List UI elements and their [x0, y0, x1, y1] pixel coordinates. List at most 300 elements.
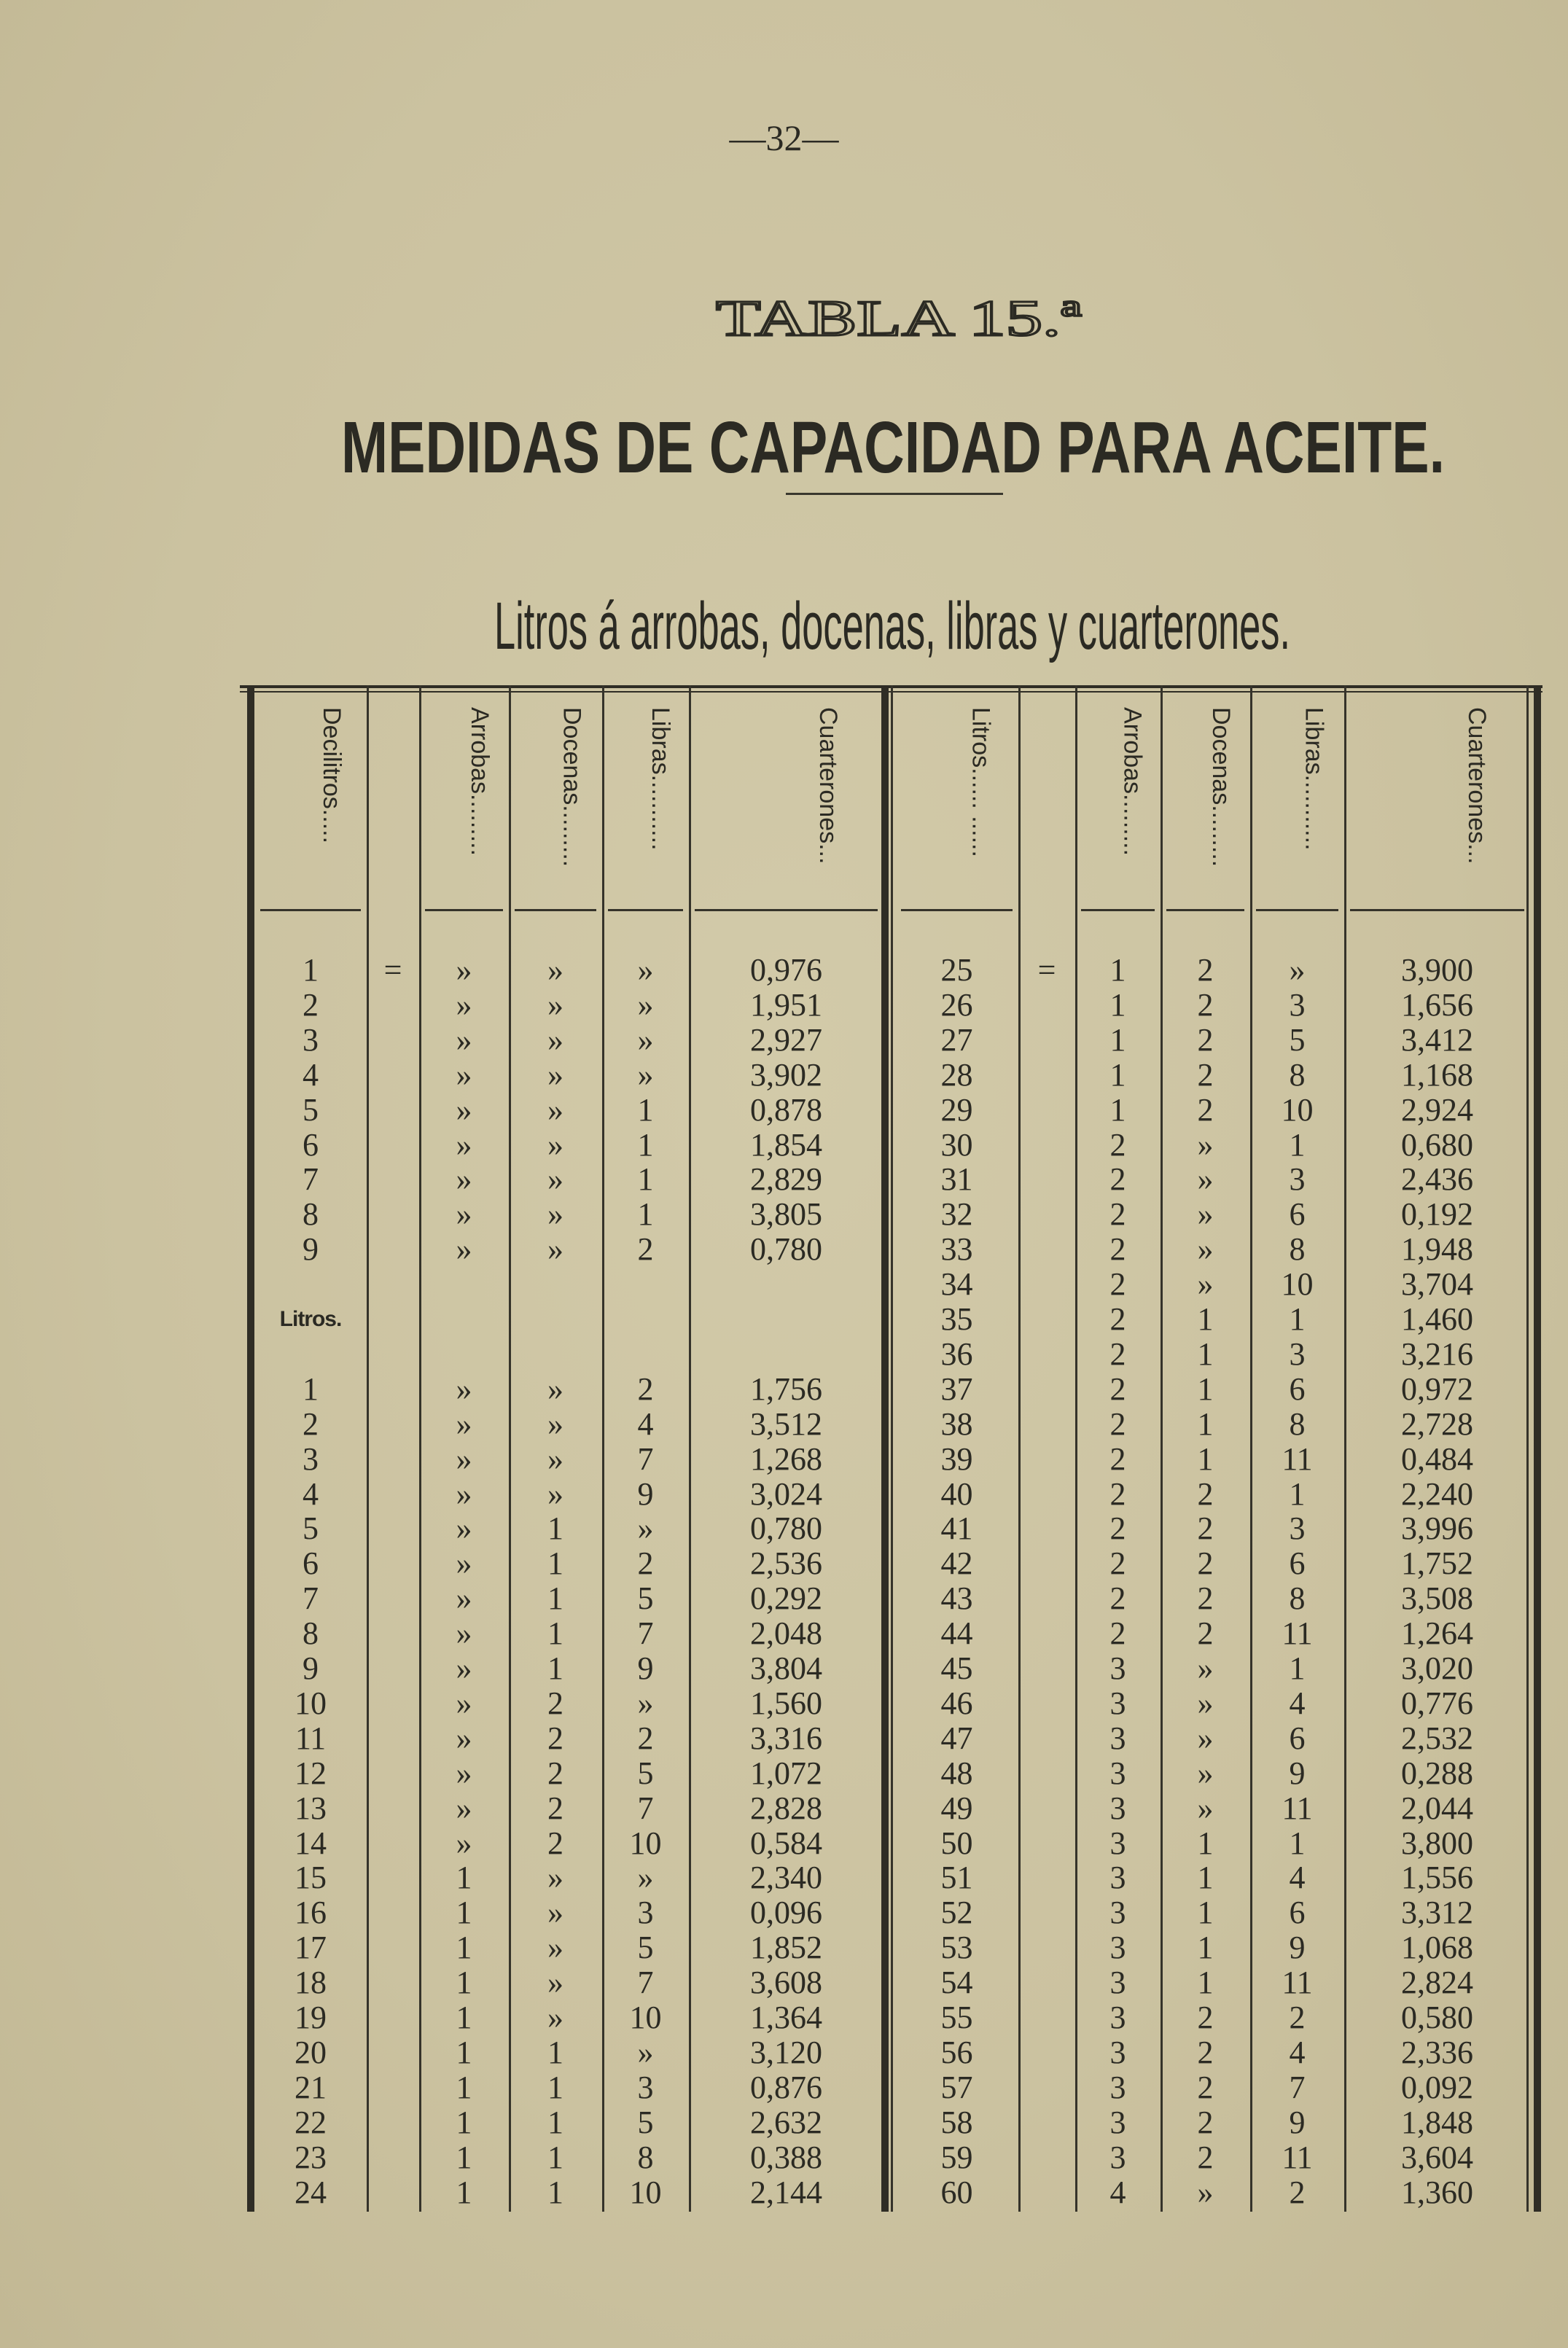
left-cell-quantity: 19 — [295, 2000, 327, 2035]
right-cell-libras: 9 — [1289, 2104, 1306, 2140]
equals-sign-left: = — [383, 952, 402, 988]
left-cell-cuarterones: 2,144 — [750, 2174, 822, 2210]
left-cell-cuarterones: 0,780 — [750, 1231, 822, 1268]
left-cell-cuarterones: 0,096 — [750, 1895, 822, 1931]
right-cell-libras: 4 — [1289, 2034, 1306, 2070]
left-cell-libras: 7 — [637, 1440, 654, 1477]
left-cell-cuarterones: 1,756 — [750, 1370, 822, 1407]
right-cell-arrobas: 3 — [1109, 1685, 1126, 1721]
right-cell-docenas: 2 — [1197, 986, 1214, 1023]
left-cell-quantity: 14 — [295, 1825, 327, 1861]
right-cell-docenas: 1 — [1197, 1440, 1214, 1477]
left-cell-cuarterones: 3,608 — [750, 1965, 822, 2001]
left-cell-arrobas: » — [456, 1510, 472, 1547]
right-cell-libras: 6 — [1289, 1720, 1306, 1756]
right-cell-quantity: 52 — [940, 1895, 973, 1931]
right-cell-cuarterones: 3,216 — [1401, 1335, 1473, 1372]
right-cell-docenas: 2 — [1197, 2139, 1214, 2175]
left-cell-arrobas: » — [456, 1196, 472, 1233]
right-cell-quantity: 51 — [940, 1860, 973, 1896]
right-cell-arrobas: 3 — [1109, 1965, 1126, 2001]
left-cell-libras: 4 — [637, 1405, 654, 1442]
left-cell-cuarterones: 3,120 — [750, 2034, 822, 2070]
left-cell-cuarterones: 1,854 — [750, 1126, 822, 1163]
left-cell-cuarterones: 3,024 — [750, 1475, 822, 1512]
left-cell-libras: 10 — [629, 2174, 662, 2210]
header-left-arrobas: Arrobas......... — [465, 707, 494, 857]
right-cell-docenas: 1 — [1197, 1965, 1214, 2001]
left-cell-cuarterones: 1,268 — [750, 1440, 822, 1477]
left-cell-quantity: 12 — [295, 1755, 327, 1791]
left-cell-docenas: » — [547, 986, 563, 1023]
left-cell-cuarterones: 0,780 — [750, 1510, 822, 1547]
right-cell-libras: 6 — [1289, 1895, 1306, 1931]
right-cell-arrobas: 2 — [1109, 1161, 1126, 1198]
right-cell-docenas: 1 — [1197, 1930, 1214, 1966]
right-cell-docenas: 2 — [1197, 2104, 1214, 2140]
right-cell-arrobas: 3 — [1109, 1825, 1126, 1861]
left-cell-quantity: 4 — [303, 1056, 319, 1093]
header-right-cuarterones: Cuarterones... — [1462, 707, 1491, 865]
left-cell-cuarterones: 3,316 — [750, 1720, 822, 1756]
right-cell-libras: 11 — [1282, 1965, 1313, 2001]
right-cell-libras: 3 — [1289, 986, 1306, 1023]
left-cell-quantity: 6 — [303, 1126, 319, 1163]
left-cell-libras: » — [637, 986, 654, 1023]
right-cell-libras: 6 — [1289, 1545, 1306, 1582]
right-cell-libras: » — [1289, 952, 1306, 988]
left-cell-cuarterones: 0,388 — [750, 2139, 822, 2175]
left-cell-arrobas: » — [456, 1091, 472, 1128]
left-cell-cuarterones: 1,560 — [750, 1685, 822, 1721]
left-cell-cuarterones: 1,364 — [750, 2000, 822, 2035]
right-cell-quantity: 44 — [940, 1615, 973, 1652]
right-cell-libras: 8 — [1289, 1580, 1306, 1617]
left-cell-docenas: » — [547, 2000, 563, 2035]
right-cell-quantity: 40 — [940, 1475, 973, 1512]
right-cell-quantity: 59 — [940, 2139, 973, 2175]
right-cell-docenas: 2 — [1197, 1580, 1214, 1617]
left-cell-docenas: 1 — [547, 1580, 563, 1617]
left-cell-cuarterones: 2,048 — [750, 1615, 822, 1652]
left-cell-quantity: 5 — [303, 1091, 319, 1128]
right-cell-arrobas: 4 — [1109, 2174, 1126, 2210]
right-cell-docenas: 1 — [1197, 1895, 1214, 1931]
left-cell-libras: 10 — [629, 2000, 662, 2035]
right-cell-docenas: » — [1197, 2174, 1214, 2210]
left-cell-arrobas: 1 — [456, 2174, 472, 2210]
left-cell-libras: 5 — [637, 1580, 654, 1617]
right-cell-arrobas: 2 — [1109, 1580, 1126, 1617]
right-cell-docenas: » — [1197, 1231, 1214, 1268]
left-cell-quantity: 13 — [295, 1790, 327, 1826]
left-cell-quantity: 8 — [303, 1615, 319, 1652]
left-cell-docenas: » — [547, 1965, 563, 2001]
left-cell-cuarterones: 0,878 — [750, 1091, 822, 1128]
left-cell-docenas: 1 — [547, 1650, 563, 1686]
right-cell-libras: 1 — [1289, 1650, 1306, 1686]
right-cell-cuarterones: 3,312 — [1401, 1895, 1473, 1931]
left-cell-docenas: » — [547, 1475, 563, 1512]
left-cell-libras: 8 — [637, 2139, 654, 2175]
left-cell-libras: » — [637, 2034, 654, 2070]
right-cell-docenas: 2 — [1197, 1056, 1214, 1093]
right-cell-quantity: 49 — [940, 1790, 973, 1826]
right-cell-cuarterones: 3,800 — [1401, 1825, 1473, 1861]
left-cell-docenas: 1 — [547, 2139, 563, 2175]
left-cell-arrobas: 1 — [456, 2139, 472, 2175]
right-cell-docenas: 2 — [1197, 1510, 1214, 1547]
left-cell-libras: » — [637, 1056, 654, 1093]
right-cell-cuarterones: 0,288 — [1401, 1755, 1473, 1791]
left-cell-arrobas: 1 — [456, 2000, 472, 2035]
right-cell-arrobas: 3 — [1109, 1720, 1126, 1756]
left-cell-docenas: 1 — [547, 2174, 563, 2210]
right-cell-cuarterones: 2,436 — [1401, 1161, 1473, 1198]
left-cell-arrobas: » — [456, 1755, 472, 1791]
right-cell-cuarterones: 1,360 — [1401, 2174, 1473, 2210]
left-cell-libras: 1 — [637, 1196, 654, 1233]
right-cell-docenas: 2 — [1197, 1475, 1214, 1512]
right-cell-quantity: 42 — [940, 1545, 973, 1582]
left-cell-cuarterones: 1,072 — [750, 1755, 822, 1791]
right-cell-cuarterones: 0,972 — [1401, 1370, 1473, 1407]
right-cell-arrobas: 1 — [1109, 1091, 1126, 1128]
header-left-libras: Libras........... — [646, 707, 674, 851]
right-cell-cuarterones: 2,044 — [1401, 1790, 1473, 1826]
right-cell-quantity: 41 — [940, 1510, 973, 1547]
left-cell-arrobas: » — [456, 1126, 472, 1163]
right-cell-arrobas: 3 — [1109, 2000, 1126, 2035]
right-cell-arrobas: 1 — [1109, 952, 1126, 988]
left-cell-libras: 1 — [637, 1161, 654, 1198]
left-cell-quantity: 7 — [303, 1161, 319, 1198]
header-right-libras: Libras........... — [1300, 707, 1328, 851]
right-cell-cuarterones: 1,656 — [1401, 986, 1473, 1023]
right-cell-libras: 3 — [1289, 1161, 1306, 1198]
header-underline — [425, 909, 503, 911]
column-divider — [1018, 685, 1021, 2212]
right-cell-cuarterones: 2,532 — [1401, 1720, 1473, 1756]
left-cell-docenas: » — [547, 1370, 563, 1407]
left-cell-libras: » — [637, 1860, 654, 1896]
left-cell-docenas: 2 — [547, 1825, 563, 1861]
right-cell-cuarterones: 0,776 — [1401, 1685, 1473, 1721]
left-cell-arrobas: » — [456, 1615, 472, 1652]
right-cell-quantity: 25 — [940, 952, 973, 988]
left-cell-arrobas: » — [456, 1405, 472, 1442]
right-cell-libras: 4 — [1289, 1685, 1306, 1721]
right-cell-cuarterones: 2,336 — [1401, 2034, 1473, 2070]
left-cell-arrobas: » — [456, 1440, 472, 1477]
left-cell-docenas: » — [547, 1021, 563, 1058]
left-cell-docenas: » — [547, 1091, 563, 1128]
left-cell-arrobas: » — [456, 1650, 472, 1686]
left-cell-quantity: 18 — [295, 1965, 327, 2001]
page-heading — [328, 408, 1465, 488]
left-cell-docenas: 2 — [547, 1790, 563, 1826]
right-cell-cuarterones: 3,604 — [1401, 2139, 1473, 2175]
left-cell-docenas: 2 — [547, 1755, 563, 1791]
left-cell-quantity: 15 — [295, 1860, 327, 1896]
right-cell-libras: 9 — [1289, 1755, 1306, 1791]
header-underline — [1350, 909, 1524, 911]
header-underline — [1256, 909, 1338, 911]
left-cell-quantity: 7 — [303, 1580, 319, 1617]
left-cell-quantity: 9 — [303, 1650, 319, 1686]
left-cell-cuarterones: 2,536 — [750, 1545, 822, 1582]
right-cell-libras: 3 — [1289, 1335, 1306, 1372]
left-cell-quantity: 16 — [295, 1895, 327, 1931]
left-cell-libras: 5 — [637, 1930, 654, 1966]
header-right-arrobas: Arrobas......... — [1118, 707, 1147, 857]
left-cell-arrobas: » — [456, 1825, 472, 1861]
right-cell-docenas: » — [1197, 1755, 1214, 1791]
right-cell-libras: 9 — [1289, 1930, 1306, 1966]
header-right-quantity: Litros...... ...... — [967, 707, 995, 857]
right-cell-docenas: 2 — [1197, 1545, 1214, 1582]
left-cell-libras: 5 — [637, 1755, 654, 1791]
right-cell-docenas: » — [1197, 1196, 1214, 1233]
right-cell-arrobas: 1 — [1109, 986, 1126, 1023]
right-cell-cuarterones: 1,264 — [1401, 1615, 1473, 1652]
left-cell-docenas: 1 — [547, 1510, 563, 1547]
left-cell-cuarterones: 0,876 — [750, 2069, 822, 2105]
right-cell-libras: 7 — [1289, 2069, 1306, 2105]
right-cell-libras: 11 — [1282, 1790, 1313, 1826]
right-cell-libras: 10 — [1281, 1266, 1314, 1303]
left-cell-libras: 1 — [637, 1091, 654, 1128]
right-cell-quantity: 35 — [940, 1301, 973, 1337]
left-cell-docenas: » — [547, 1161, 563, 1198]
right-cell-arrobas: 2 — [1109, 1615, 1126, 1652]
right-cell-arrobas: 3 — [1109, 2034, 1126, 2070]
right-cell-cuarterones: 1,168 — [1401, 1056, 1473, 1093]
header-underline — [608, 909, 683, 911]
right-cell-libras: 3 — [1289, 1510, 1306, 1547]
left-cell-arrobas: » — [456, 1161, 472, 1198]
table-left-border — [247, 685, 254, 2212]
right-cell-docenas: 2 — [1197, 1021, 1214, 1058]
right-cell-quantity: 53 — [940, 1930, 973, 1966]
right-cell-cuarterones: 0,484 — [1401, 1440, 1473, 1477]
left-cell-quantity: 21 — [295, 2069, 327, 2105]
left-cell-arrobas: » — [456, 986, 472, 1023]
left-cell-libras: 7 — [637, 1615, 654, 1652]
left-cell-docenas: 1 — [547, 2034, 563, 2070]
left-cell-arrobas: » — [456, 1370, 472, 1407]
left-cell-docenas: 1 — [547, 2104, 563, 2140]
conversion-table — [240, 685, 1542, 2212]
right-cell-quantity: 56 — [940, 2034, 973, 2070]
right-cell-libras: 8 — [1289, 1405, 1306, 1442]
left-cell-quantity: 5 — [303, 1510, 319, 1547]
right-cell-quantity: 50 — [940, 1825, 973, 1861]
left-cell-libras: 7 — [637, 1965, 654, 2001]
right-cell-cuarterones: 1,068 — [1401, 1930, 1473, 1966]
right-cell-arrobas: 2 — [1109, 1335, 1126, 1372]
right-cell-arrobas: 3 — [1109, 1930, 1126, 1966]
right-cell-docenas: » — [1197, 1161, 1214, 1198]
right-cell-cuarterones: 3,412 — [1401, 1021, 1473, 1058]
header-underline — [515, 909, 596, 911]
right-cell-arrobas: 2 — [1109, 1126, 1126, 1163]
left-cell-quantity: 9 — [303, 1231, 319, 1268]
left-cell-arrobas: 1 — [456, 1895, 472, 1931]
right-cell-cuarterones: 1,460 — [1401, 1301, 1473, 1337]
left-cell-libras: » — [637, 952, 654, 988]
right-cell-quantity: 31 — [940, 1161, 973, 1198]
header-underline — [1081, 909, 1155, 911]
left-cell-cuarterones: 1,951 — [750, 986, 822, 1023]
left-cell-libras: 2 — [637, 1231, 654, 1268]
right-cell-quantity: 34 — [940, 1266, 973, 1303]
left-cell-arrobas: » — [456, 1790, 472, 1826]
left-cell-quantity: 2 — [303, 986, 319, 1023]
header-right-docenas: Docenas......... — [1206, 707, 1235, 867]
right-cell-arrobas: 1 — [1109, 1056, 1126, 1093]
right-cell-arrobas: 2 — [1109, 1301, 1126, 1337]
right-cell-docenas: 1 — [1197, 1405, 1214, 1442]
left-cell-arrobas: 1 — [456, 2104, 472, 2140]
right-cell-docenas: » — [1197, 1126, 1214, 1163]
right-cell-libras: 5 — [1289, 1021, 1306, 1058]
right-cell-arrobas: 3 — [1109, 2104, 1126, 2140]
right-cell-arrobas: 2 — [1109, 1475, 1126, 1512]
right-cell-docenas: 2 — [1197, 1091, 1214, 1128]
right-cell-quantity: 55 — [940, 2000, 973, 2035]
left-cell-quantity: 2 — [303, 1405, 319, 1442]
left-cell-libras: 3 — [637, 2069, 654, 2105]
left-cell-libras: 10 — [629, 1825, 662, 1861]
left-cell-arrobas: 1 — [456, 1930, 472, 1966]
left-cell-quantity: 20 — [295, 2034, 327, 2070]
left-cell-libras: » — [637, 1685, 654, 1721]
right-cell-cuarterones: 3,996 — [1401, 1510, 1473, 1547]
right-cell-quantity: 46 — [940, 1685, 973, 1721]
left-cell-libras: 2 — [637, 1370, 654, 1407]
right-cell-arrobas: 3 — [1109, 1895, 1126, 1931]
right-cell-docenas: 1 — [1197, 1335, 1214, 1372]
header-underline — [260, 909, 361, 911]
right-cell-quantity: 38 — [940, 1405, 973, 1442]
right-cell-quantity: 29 — [940, 1091, 973, 1128]
right-cell-cuarterones: 3,020 — [1401, 1650, 1473, 1686]
right-cell-quantity: 58 — [940, 2104, 973, 2140]
right-cell-cuarterones: 3,900 — [1401, 952, 1473, 988]
left-cell-libras: 2 — [637, 1720, 654, 1756]
right-cell-libras: 1 — [1289, 1126, 1306, 1163]
left-cell-cuarterones: 3,512 — [750, 1405, 822, 1442]
left-cell-quantity: 24 — [295, 2174, 327, 2210]
right-cell-libras: 8 — [1289, 1231, 1306, 1268]
right-cell-docenas: 2 — [1197, 952, 1214, 988]
left-cell-docenas: » — [547, 1405, 563, 1442]
left-cell-docenas: » — [547, 1440, 563, 1477]
header-left-docenas: Docenas......... — [558, 707, 586, 867]
left-cell-quantity: 22 — [295, 2104, 327, 2140]
right-cell-quantity: 37 — [940, 1370, 973, 1407]
left-cell-libras: » — [637, 1021, 654, 1058]
left-cell-docenas: 1 — [547, 2069, 563, 2105]
right-cell-cuarterones: 0,192 — [1401, 1196, 1473, 1233]
left-cell-arrobas: » — [456, 1720, 472, 1756]
left-cell-docenas: » — [547, 1231, 563, 1268]
right-cell-libras: 1 — [1289, 1825, 1306, 1861]
right-cell-libras: 10 — [1281, 1091, 1314, 1128]
right-cell-cuarterones: 0,092 — [1401, 2069, 1473, 2105]
left-cell-quantity: 6 — [303, 1545, 319, 1582]
right-cell-quantity: 45 — [940, 1650, 973, 1686]
table-title — [700, 284, 1108, 350]
right-cell-docenas: 1 — [1197, 1301, 1214, 1337]
header-underline — [1166, 909, 1244, 911]
left-cell-quantity: 17 — [295, 1930, 327, 1966]
right-cell-arrobas: 2 — [1109, 1370, 1126, 1407]
right-cell-cuarterones: 1,948 — [1401, 1231, 1473, 1268]
right-cell-libras: 6 — [1289, 1370, 1306, 1407]
right-cell-quantity: 28 — [940, 1056, 973, 1093]
right-cell-cuarterones: 3,704 — [1401, 1266, 1473, 1303]
left-cell-libras: 5 — [637, 2104, 654, 2140]
right-cell-docenas: 2 — [1197, 2069, 1214, 2105]
left-cell-arrobas: » — [456, 1231, 472, 1268]
right-cell-quantity: 32 — [940, 1196, 973, 1233]
header-underline — [901, 909, 1013, 911]
right-cell-docenas: 1 — [1197, 1825, 1214, 1861]
right-cell-cuarterones: 1,848 — [1401, 2104, 1473, 2140]
left-cell-cuarterones: 3,804 — [750, 1650, 822, 1686]
left-cell-arrobas: » — [456, 1545, 472, 1582]
right-cell-cuarterones: 1,556 — [1401, 1860, 1473, 1896]
section-label-litros: Litros. — [279, 1307, 342, 1331]
right-cell-quantity: 54 — [940, 1965, 973, 2001]
left-cell-quantity: 1 — [303, 1370, 319, 1407]
right-cell-libras: 1 — [1289, 1301, 1306, 1337]
left-cell-quantity: 11 — [295, 1720, 327, 1756]
right-cell-arrobas: 3 — [1109, 1860, 1126, 1896]
right-cell-cuarterones: 2,924 — [1401, 1091, 1473, 1128]
right-cell-arrobas: 2 — [1109, 1510, 1126, 1547]
left-cell-docenas: 2 — [547, 1685, 563, 1721]
left-cell-arrobas: » — [456, 1685, 472, 1721]
left-cell-docenas: » — [547, 1895, 563, 1931]
left-cell-cuarterones: 0,976 — [750, 952, 822, 988]
right-cell-quantity: 27 — [940, 1021, 973, 1058]
left-cell-cuarterones: 3,805 — [750, 1196, 822, 1233]
right-cell-quantity: 33 — [940, 1231, 973, 1268]
right-cell-libras: 2 — [1289, 2174, 1306, 2210]
right-cell-docenas: » — [1197, 1685, 1214, 1721]
right-cell-libras: 4 — [1289, 1860, 1306, 1896]
right-cell-arrobas: 3 — [1109, 2139, 1126, 2175]
left-cell-cuarterones: 2,927 — [750, 1021, 822, 1058]
left-cell-arrobas: » — [456, 1475, 472, 1512]
left-cell-quantity: 1 — [303, 952, 319, 988]
table-center-divider-inner — [891, 685, 893, 2212]
left-cell-docenas: » — [547, 952, 563, 988]
left-cell-libras: » — [637, 1510, 654, 1547]
left-cell-arrobas: 1 — [456, 1965, 472, 2001]
left-cell-quantity: 8 — [303, 1196, 319, 1233]
title-divider — [786, 493, 1003, 495]
left-cell-docenas: » — [547, 1860, 563, 1896]
left-cell-docenas: » — [547, 1196, 563, 1233]
right-cell-docenas: 2 — [1197, 1615, 1214, 1652]
left-cell-docenas: » — [547, 1056, 563, 1093]
right-cell-quantity: 60 — [940, 2174, 973, 2210]
right-cell-cuarterones: 0,680 — [1401, 1126, 1473, 1163]
